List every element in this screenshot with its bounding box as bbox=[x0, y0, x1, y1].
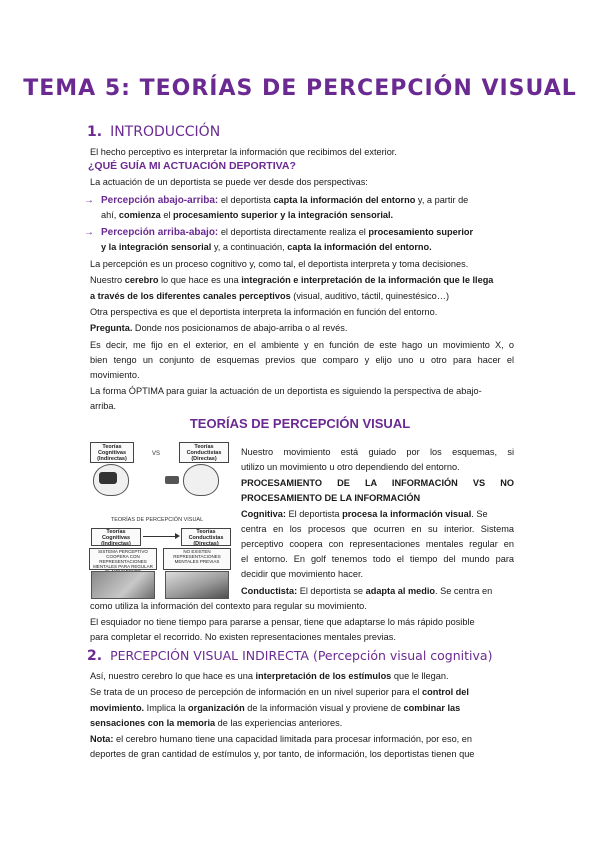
section-heading-intro bbox=[87, 124, 220, 140]
diagram-caption: TEORÍAS DE PERCEPCIÓN VISUAL bbox=[110, 517, 204, 523]
bold-text: Nota: bbox=[90, 734, 114, 744]
text: lo que hace es una bbox=[158, 275, 242, 285]
bullet-text: el deportista bbox=[218, 195, 274, 205]
bold-text: combinar las bbox=[403, 703, 461, 713]
bold-text: Conductista: bbox=[241, 586, 298, 596]
bullet-bold: procesamiento superior y la integración sensorial. bbox=[173, 210, 394, 220]
bullet-bold: capta la información del entorno. bbox=[287, 242, 432, 252]
indirect-paragraph-1 bbox=[90, 670, 449, 682]
paragraph-optima: La forma ÓPTIMA para guiar la actuación de un deportista es siguiendo la perspectiva de abajo- bbox=[90, 386, 482, 396]
bold-text: procesa la información visual bbox=[342, 509, 472, 519]
bold-text: sensaciones con la memoria bbox=[90, 718, 216, 728]
bullet-text: y, a partir de bbox=[415, 195, 469, 205]
bullet-text: y, a continuación, bbox=[211, 242, 288, 252]
bold-text: control del bbox=[421, 687, 469, 697]
paragraph-question bbox=[90, 322, 347, 334]
behaviorist-line-1 bbox=[241, 585, 492, 597]
right-line-1: Nuestro movimiento está guiado por los esquemas, si bbox=[241, 447, 514, 457]
cognitive-box-2: Teorías Cognitivas (Indirectas) bbox=[91, 528, 141, 546]
right-heading-1: PROCESAMIENTO DE LA INFORMACIÓN VS NO bbox=[241, 478, 514, 488]
bullet-top-down bbox=[101, 226, 473, 239]
arrow-line bbox=[143, 536, 177, 537]
context-line: como utiliza la información del contexto para regular su movimiento. bbox=[90, 601, 367, 611]
bullet-bottom-up bbox=[101, 194, 468, 207]
bullet-text: ahí, bbox=[101, 210, 119, 220]
paragraph-cognitive: La percepción es un proceso cognitivo y, como tal, el deportista interpreta y toma decisiones. bbox=[90, 259, 469, 269]
paragraph-es-decir-2: bien tengo un conjunto de esquemas previos que comparo y elijo uno u otro para hacer el bbox=[90, 355, 514, 365]
bold-text: interpretación de los estímulos bbox=[255, 671, 392, 681]
note-paragraph bbox=[90, 733, 472, 745]
cognitive-line-2: centra en los procesos que ocurren en su interior. Sistema bbox=[241, 524, 514, 534]
arrow-bullet-icon: → bbox=[84, 227, 94, 238]
cognitive-line-4: el entorno. En golf tenemos todo el tiempo del mundo para bbox=[241, 554, 514, 564]
text: . Se centra en bbox=[435, 586, 493, 596]
head-icon bbox=[183, 464, 219, 496]
text: Así, nuestro cerebro lo que hace es una bbox=[90, 671, 256, 681]
text: Implica la bbox=[144, 703, 189, 713]
bullet-label: Percepción arriba-abajo: bbox=[101, 227, 219, 238]
bullet-bold: capta la información del entorno bbox=[273, 195, 416, 205]
behaviorist-note: NO EXISTEN REPRESENTACIONES MENTALES PREVIAS bbox=[163, 548, 231, 570]
bullet-text: el bbox=[160, 210, 174, 220]
section-number: 1. bbox=[87, 124, 103, 140]
skier-line-2: para completar el recorrido. No existen representaciones mentales previas. bbox=[90, 632, 396, 642]
arrow-head-icon bbox=[175, 533, 180, 539]
bullet-bold: comienza bbox=[118, 210, 161, 220]
bullet-text: el deportista directamente realiza el bbox=[218, 227, 369, 237]
right-heading-2: PROCESAMIENTO DE LA INFORMACIÓN bbox=[241, 493, 421, 503]
behaviorist-box-2: Teorías Conductistas (Directas) bbox=[181, 528, 231, 546]
theories-heading: TEORÍAS DE PERCEPCIÓN VISUAL bbox=[189, 416, 411, 431]
ski-photo bbox=[165, 571, 229, 599]
paragraph-brain-cont bbox=[90, 290, 449, 302]
behaviorist-box: Teorías Conductistas (Directas) bbox=[179, 442, 229, 463]
right-line-2: utilizo un movimiento u otro dependiendo del entorno. bbox=[241, 462, 460, 472]
section-label: PERCEPCIÓN VISUAL INDIRECTA (Percepción visual cognitiva) bbox=[110, 648, 493, 663]
paragraph-es-decir-1: Es decir, me fijo en el exterior, en el ambiente y en función de este hago un movimiento X, o bbox=[90, 340, 514, 350]
brain-icon bbox=[99, 472, 117, 484]
cognitive-line-1 bbox=[241, 508, 488, 520]
indirect-paragraph-2c bbox=[90, 717, 342, 729]
paragraph-optima-cont: arriba. bbox=[90, 401, 117, 411]
indirect-paragraph-2 bbox=[90, 686, 469, 698]
theories-diagram bbox=[87, 440, 233, 600]
bold-text: movimiento. bbox=[90, 703, 145, 713]
text: (visual, auditivo, táctil, quinestésico…) bbox=[290, 291, 449, 301]
text: Nuestro bbox=[90, 275, 125, 285]
bold-text: integración e interpretación de la información que le llega bbox=[241, 275, 494, 285]
cognitive-line-3: perceptivo coopera con representaciones mentales regular en bbox=[241, 539, 514, 549]
text: . Se bbox=[471, 509, 488, 519]
bold-text: organización bbox=[188, 703, 245, 713]
text: el cerebro humano tiene una capacidad limitada para procesar información, por eso, en bbox=[113, 734, 473, 744]
intro-paragraph: El hecho perceptivo es interpretar la información que recibimos del exterior. bbox=[90, 147, 397, 157]
eye-target-icon bbox=[165, 476, 179, 484]
section-label: INTRODUCCIÓN bbox=[110, 124, 221, 140]
bullet-top-down-cont bbox=[101, 241, 432, 253]
text: de la información visual y proviene de bbox=[244, 703, 404, 713]
bullet-bold: y la integración sensorial bbox=[101, 242, 212, 252]
bullet-bold: procesamiento superior bbox=[368, 227, 474, 237]
note-paragraph-cont: deportes de gran cantidad de estímulos y, por tanto, de información, los deportistas tienen que bbox=[90, 749, 475, 759]
cognitive-note: SISTEMA PERCEPTIVO COOPERA CON REPRESENTACIONES MENTALES PARA REGULAR bbox=[89, 548, 157, 570]
indirect-paragraph-2b bbox=[90, 702, 460, 714]
bullet-bottom-up-cont bbox=[101, 209, 393, 221]
text: Se trata de un proceso de percepción de información en un nivel superior para el bbox=[90, 687, 422, 697]
bold-text: cerebro bbox=[124, 275, 159, 285]
question-heading: ¿QUÉ GUÍA MI ACTUACIÓN DEPORTIVA? bbox=[88, 160, 296, 172]
paragraph-es-decir-3: movimiento. bbox=[90, 370, 140, 380]
vs-label: VS bbox=[151, 451, 160, 457]
text: que le llegan. bbox=[391, 671, 449, 681]
page-title: TEMA 5: TEORÍAS DE PERCEPCIÓN VISUAL bbox=[23, 76, 577, 101]
golf-photo bbox=[91, 571, 155, 599]
arrow-bullet-icon: → bbox=[84, 195, 94, 206]
section-heading-indirect bbox=[87, 648, 492, 664]
text: El deportista se bbox=[297, 586, 366, 596]
paragraph-other-perspective: Otra perspectiva es que el deportista interpreta la información en función del entorno. bbox=[90, 307, 438, 317]
text: de las experiencias anteriores. bbox=[215, 718, 343, 728]
cognitive-box: Teorías Cognitivas (Indirectas) bbox=[90, 442, 134, 463]
section-number: 2. bbox=[87, 648, 103, 664]
paragraph-brain bbox=[90, 274, 493, 286]
skier-line-1: El esquiador no tiene tiempo para pararse a pensar, tiene que adaptarse lo más rápido posible bbox=[90, 617, 475, 627]
bold-text: a través de los diferentes canales perceptivos bbox=[90, 291, 291, 301]
text: Donde nos posicionamos de abajo-arriba o al revés. bbox=[132, 323, 348, 333]
bold-text: Cognitiva: bbox=[241, 509, 286, 519]
perspectives-paragraph: La actuación de un deportista se puede ver desde dos perspectivas: bbox=[90, 177, 368, 187]
text: El deportista bbox=[285, 509, 343, 519]
cognitive-line-5: decidir que movimiento hacer. bbox=[241, 569, 364, 579]
bold-text: Pregunta. bbox=[90, 323, 133, 333]
bullet-label: Percepción abajo-arriba: bbox=[101, 195, 219, 206]
bold-text: adapta al medio bbox=[365, 586, 436, 596]
